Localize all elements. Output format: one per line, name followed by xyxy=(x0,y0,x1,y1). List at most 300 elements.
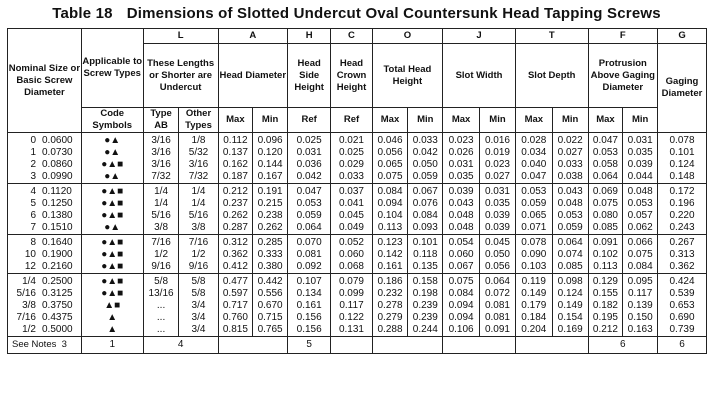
value-jmin: 0.081 xyxy=(484,300,510,311)
basic-diameter: 0.2500 xyxy=(42,276,73,287)
size-number: 7 xyxy=(30,222,36,233)
value-amax: 0.162 xyxy=(222,159,248,170)
value-fmin: 0.084 xyxy=(627,261,653,272)
value-ot: 5/8 xyxy=(191,276,206,287)
table-row-group xyxy=(8,235,707,274)
O-desc-header: Total Head Height xyxy=(372,44,443,108)
value-jmax: 0.026 xyxy=(448,147,474,158)
value-amin: 0.285 xyxy=(257,237,283,248)
value-amin: 0.167 xyxy=(257,171,283,182)
value-tmax: 0.078 xyxy=(521,237,547,248)
value-fmin: 0.075 xyxy=(627,249,653,260)
table-row-group xyxy=(8,274,707,337)
dimensions-table xyxy=(7,28,707,354)
value-fmax: 0.064 xyxy=(592,171,618,182)
A-max-header: Max xyxy=(218,108,253,133)
value-omin: 0.135 xyxy=(412,261,438,272)
value-ot: 3/4 xyxy=(191,300,206,311)
col-tmin-cell xyxy=(552,274,588,337)
note-C xyxy=(331,337,372,354)
value-h: 0.025 xyxy=(296,135,322,146)
value-fmax: 0.069 xyxy=(592,186,618,197)
size-number: 10 xyxy=(24,249,36,260)
value-omin: 0.042 xyxy=(412,147,438,158)
nominal-size-line xyxy=(14,276,81,288)
value-ab: 5/16 xyxy=(151,210,171,221)
value-tmax: 0.059 xyxy=(521,198,547,209)
T-min-header: Min xyxy=(552,108,588,133)
value-omin: 0.198 xyxy=(412,288,438,299)
basic-diameter: 0.0730 xyxy=(42,147,73,158)
C-ref-header: Ref xyxy=(331,108,372,133)
value-fmax: 0.047 xyxy=(592,135,618,146)
value-jmax: 0.060 xyxy=(448,249,474,260)
code-symbols-header: Code Symbols xyxy=(81,108,143,133)
value-tmin: 0.059 xyxy=(557,222,583,233)
value-g: 0.220 xyxy=(669,210,695,221)
code-symbol: ●▲ xyxy=(104,135,121,146)
col-jmin-cell xyxy=(480,184,516,235)
A-min-header: Min xyxy=(253,108,288,133)
value-omax: 0.075 xyxy=(377,171,403,182)
value-fmin: 0.044 xyxy=(627,171,653,182)
value-h: 0.092 xyxy=(296,261,322,272)
col-fmax-cell xyxy=(588,133,623,184)
col-ot-cell xyxy=(179,184,218,235)
size-number: 3 xyxy=(30,171,36,182)
value-fmin: 0.031 xyxy=(627,135,653,146)
value-h: 0.070 xyxy=(296,237,322,248)
basic-diameter: 0.4375 xyxy=(42,312,73,323)
value-amax: 0.597 xyxy=(222,288,248,299)
col-jmax-cell xyxy=(443,133,480,184)
col-h-cell xyxy=(287,274,330,337)
value-tmin: 0.154 xyxy=(557,312,583,323)
col-amin-cell xyxy=(253,235,288,274)
value-omax: 0.056 xyxy=(377,147,403,158)
nominal-size-line xyxy=(14,324,81,336)
nominal-size-line xyxy=(14,171,81,183)
value-amin: 0.120 xyxy=(257,147,283,158)
basic-diameter: 0.1380 xyxy=(42,210,73,221)
size-number: 5 xyxy=(30,198,36,209)
value-fmin: 0.053 xyxy=(627,198,653,209)
value-ab: 13/16 xyxy=(148,288,174,299)
value-jmax: 0.094 xyxy=(448,300,474,311)
value-ot: 3/8 xyxy=(191,222,206,233)
code-symbol: ●▲■ xyxy=(101,261,124,272)
value-omax: 0.186 xyxy=(377,276,403,287)
value-fmin: 0.139 xyxy=(627,300,653,311)
value-c: 0.117 xyxy=(339,300,364,311)
value-h: 0.134 xyxy=(296,288,322,299)
code-symbol: ▲ xyxy=(107,312,118,323)
value-ab: 9/16 xyxy=(151,261,171,272)
value-amax: 0.137 xyxy=(222,147,248,158)
col-tmax-cell xyxy=(515,133,552,184)
value-omax: 0.094 xyxy=(377,198,403,209)
letter-L: L xyxy=(143,29,218,44)
code-symbols-cell xyxy=(81,235,143,274)
nominal-size-line xyxy=(14,300,81,312)
value-omax: 0.278 xyxy=(377,300,403,311)
col-amax-cell xyxy=(218,184,253,235)
value-jmax: 0.048 xyxy=(448,210,474,221)
value-ab: ... xyxy=(156,312,166,323)
code-symbol: ●▲■ xyxy=(101,237,124,248)
value-tmax: 0.053 xyxy=(521,186,547,197)
value-omin: 0.244 xyxy=(412,324,438,335)
value-omin: 0.050 xyxy=(412,159,438,170)
value-jmin: 0.050 xyxy=(484,249,510,260)
value-omax: 0.279 xyxy=(377,312,403,323)
note-applicable: 1 xyxy=(81,337,143,354)
value-jmax: 0.067 xyxy=(448,261,474,272)
value-h: 0.036 xyxy=(296,159,322,170)
value-omax: 0.084 xyxy=(377,186,403,197)
value-c: 0.029 xyxy=(338,159,364,170)
size-number: 8 xyxy=(30,237,36,248)
letter-O: O xyxy=(372,29,443,44)
col-amax-cell xyxy=(218,235,253,274)
nominal-size-cell xyxy=(8,274,82,337)
value-fmax: 0.102 xyxy=(592,249,618,260)
value-fmax: 0.212 xyxy=(592,324,618,335)
value-fmin: 0.039 xyxy=(627,159,653,170)
applicable-header: Applicable to Screw Types xyxy=(81,29,143,108)
value-tmin: 0.022 xyxy=(557,135,583,146)
value-ot: 1/4 xyxy=(191,186,206,197)
value-tmin: 0.033 xyxy=(557,159,583,170)
value-c: 0.021 xyxy=(338,135,364,146)
nominal-size-line xyxy=(14,147,81,159)
value-jmin: 0.056 xyxy=(484,261,510,272)
value-c: 0.041 xyxy=(338,198,364,209)
nominal-size-line xyxy=(14,261,81,273)
nominal-size-cell xyxy=(8,235,82,274)
nominal-size-line xyxy=(14,186,81,198)
nominal-size-line xyxy=(14,222,81,234)
value-c: 0.037 xyxy=(338,186,364,197)
value-fmax: 0.091 xyxy=(592,237,618,248)
letter-G: G xyxy=(658,29,707,44)
value-g: 0.148 xyxy=(669,171,695,182)
col-fmin-cell xyxy=(623,235,658,274)
col-jmax-cell xyxy=(443,184,480,235)
value-tmin: 0.074 xyxy=(557,249,583,260)
value-c: 0.025 xyxy=(338,147,364,158)
col-omax-cell xyxy=(372,133,408,184)
col-tmin-cell xyxy=(552,133,588,184)
col-fmin-cell xyxy=(623,184,658,235)
value-amax: 0.477 xyxy=(222,276,248,287)
value-ab: 3/16 xyxy=(151,159,171,170)
value-fmin: 0.150 xyxy=(627,312,653,323)
col-jmax-cell xyxy=(443,235,480,274)
see-notes-label: See Notes xyxy=(12,339,57,350)
value-amax: 0.312 xyxy=(222,237,248,248)
value-amax: 0.760 xyxy=(222,312,248,323)
value-ab: 1/2 xyxy=(154,249,169,260)
H-desc-header: Head Side Height xyxy=(287,44,330,108)
value-omin: 0.239 xyxy=(412,300,438,311)
value-omin: 0.101 xyxy=(412,237,438,248)
table-title-text: Dimensions of Slotted Undercut Oval Countersunk Head Tapping Screws xyxy=(126,5,661,22)
letter-J: J xyxy=(443,29,516,44)
value-jmax: 0.094 xyxy=(448,312,474,323)
note-O xyxy=(372,337,443,354)
value-amax: 0.412 xyxy=(222,261,248,272)
col-ab-cell xyxy=(143,274,179,337)
code-symbols-cell xyxy=(81,274,143,337)
value-amin: 0.715 xyxy=(257,312,283,323)
size-number: 1/2 xyxy=(22,324,36,335)
value-g: 0.172 xyxy=(669,186,695,197)
value-jmin: 0.031 xyxy=(484,186,510,197)
col-tmax-cell xyxy=(515,274,552,337)
value-ot: 9/16 xyxy=(188,261,209,272)
col-omax-cell xyxy=(372,235,408,274)
col-h-cell xyxy=(287,133,330,184)
nominal-size-line xyxy=(14,249,81,261)
value-ot: 7/16 xyxy=(188,237,209,248)
value-jmin: 0.039 xyxy=(484,210,510,221)
value-jmin: 0.081 xyxy=(484,312,510,323)
value-tmax: 0.090 xyxy=(521,249,547,260)
value-c: 0.049 xyxy=(338,222,364,233)
value-fmin: 0.117 xyxy=(628,288,653,299)
F-max-header: Max xyxy=(588,108,623,133)
col-jmin-cell xyxy=(480,133,516,184)
value-g: 0.196 xyxy=(669,198,695,209)
nominal-size-line xyxy=(14,198,81,210)
value-fmax: 0.080 xyxy=(592,210,618,221)
value-omax: 0.065 xyxy=(377,159,403,170)
value-ot: 5/16 xyxy=(188,210,209,221)
value-h: 0.059 xyxy=(296,210,322,221)
value-jmin: 0.023 xyxy=(484,159,510,170)
value-amin: 0.765 xyxy=(257,324,283,335)
value-h: 0.042 xyxy=(296,171,322,182)
other-types-header: Other Types xyxy=(179,108,218,133)
note-F: 6 xyxy=(588,337,657,354)
col-omax-cell xyxy=(372,184,408,235)
value-ab: 7/32 xyxy=(151,171,171,182)
value-amin: 0.262 xyxy=(257,222,283,233)
nominal-size-cell xyxy=(8,133,82,184)
table-row-group xyxy=(8,184,707,235)
A-desc-header: Head Diameter xyxy=(218,44,287,108)
col-ab-cell xyxy=(143,133,179,184)
basic-diameter: 0.1250 xyxy=(42,198,73,209)
value-ot: 5/8 xyxy=(191,288,206,299)
value-c: 0.079 xyxy=(338,276,364,287)
col-g-cell xyxy=(658,235,707,274)
size-number: 12 xyxy=(24,261,36,272)
value-jmin: 0.027 xyxy=(484,171,510,182)
T-desc-header: Slot Depth xyxy=(515,44,588,108)
value-tmin: 0.098 xyxy=(557,276,583,287)
letter-H: H xyxy=(287,29,330,44)
J-desc-header: Slot Width xyxy=(443,44,516,108)
col-tmax-cell xyxy=(515,184,552,235)
value-ab: 3/16 xyxy=(151,147,171,158)
value-omax: 0.161 xyxy=(377,261,403,272)
col-c-cell xyxy=(331,133,372,184)
value-g: 0.653 xyxy=(669,300,695,311)
size-number: 1 xyxy=(30,147,36,158)
value-g: 0.101 xyxy=(669,147,695,158)
value-h: 0.047 xyxy=(296,186,322,197)
L-desc-header: These Lengths or Shorter are Undercut xyxy=(143,44,218,108)
value-omax: 0.232 xyxy=(377,288,403,299)
value-h: 0.081 xyxy=(296,249,322,260)
note-nominal: 3 xyxy=(61,339,67,350)
value-amin: 0.096 xyxy=(257,135,283,146)
col-g-cell xyxy=(658,274,707,337)
basic-diameter: 0.1900 xyxy=(42,249,73,260)
value-omin: 0.059 xyxy=(412,171,438,182)
value-amax: 0.212 xyxy=(222,186,248,197)
value-omin: 0.158 xyxy=(412,276,438,287)
value-h: 0.156 xyxy=(296,312,322,323)
value-amin: 0.556 xyxy=(257,288,283,299)
col-amin-cell xyxy=(253,184,288,235)
value-amax: 0.262 xyxy=(222,210,248,221)
code-symbol: ▲■ xyxy=(104,300,121,311)
value-tmin: 0.064 xyxy=(557,237,583,248)
code-symbol: ●▲■ xyxy=(101,186,124,197)
value-fmin: 0.066 xyxy=(627,237,653,248)
footer-row xyxy=(8,337,707,354)
basic-diameter: 0.1640 xyxy=(42,237,73,248)
table-number: Table 18 xyxy=(52,5,113,22)
value-omin: 0.118 xyxy=(413,249,438,260)
value-omax: 0.142 xyxy=(377,249,403,260)
J-max-header: Max xyxy=(443,108,480,133)
code-symbols-cell xyxy=(81,133,143,184)
col-amax-cell xyxy=(218,133,253,184)
nominal-size-line xyxy=(14,237,81,249)
value-g: 0.267 xyxy=(669,237,695,248)
col-ot-cell xyxy=(179,274,218,337)
value-tmax: 0.184 xyxy=(521,312,547,323)
size-number: 6 xyxy=(30,210,36,221)
value-c: 0.122 xyxy=(338,312,364,323)
value-fmin: 0.095 xyxy=(627,276,653,287)
col-c-cell xyxy=(331,274,372,337)
col-jmin-cell xyxy=(480,274,516,337)
col-fmin-cell xyxy=(623,133,658,184)
C-desc-header: Head Crown Height xyxy=(331,44,372,108)
value-tmin: 0.043 xyxy=(557,186,583,197)
col-amax-cell xyxy=(218,274,253,337)
value-c: 0.060 xyxy=(338,249,364,260)
F-min-header: Min xyxy=(623,108,658,133)
value-tmax: 0.149 xyxy=(521,288,547,299)
value-ab: 1/4 xyxy=(154,198,169,209)
note-J xyxy=(443,337,516,354)
value-ot: 1/2 xyxy=(191,249,206,260)
col-c-cell xyxy=(331,184,372,235)
value-omin: 0.239 xyxy=(412,312,438,323)
code-symbols-cell xyxy=(81,184,143,235)
value-ab: 3/16 xyxy=(151,135,171,146)
basic-diameter: 0.1510 xyxy=(42,222,73,233)
value-omin: 0.033 xyxy=(412,135,438,146)
col-amin-cell xyxy=(253,274,288,337)
code-symbol: ●▲ xyxy=(104,222,121,233)
value-h: 0.064 xyxy=(296,222,322,233)
value-tmin: 0.149 xyxy=(557,300,583,311)
value-tmin: 0.027 xyxy=(557,147,583,158)
value-g: 0.243 xyxy=(669,222,695,233)
value-tmax: 0.119 xyxy=(521,276,546,287)
value-h: 0.053 xyxy=(296,198,322,209)
value-jmax: 0.043 xyxy=(448,198,474,209)
value-tmax: 0.065 xyxy=(521,210,547,221)
value-amin: 0.144 xyxy=(257,159,283,170)
basic-diameter: 0.0860 xyxy=(42,159,73,170)
code-symbol: ▲ xyxy=(107,324,118,335)
col-jmax-cell xyxy=(443,274,480,337)
code-symbol: ●▲■ xyxy=(101,249,124,260)
value-ab: ... xyxy=(156,300,166,311)
value-tmax: 0.034 xyxy=(521,147,547,158)
basic-diameter: 0.5000 xyxy=(42,324,73,335)
value-omin: 0.076 xyxy=(412,198,438,209)
size-number: 5/16 xyxy=(16,288,36,299)
size-number: 0 xyxy=(30,135,36,146)
note-H: 5 xyxy=(287,337,330,354)
value-jmin: 0.039 xyxy=(484,222,510,233)
col-omin-cell xyxy=(408,133,443,184)
col-g-cell xyxy=(658,184,707,235)
basic-diameter: 0.2160 xyxy=(42,261,73,272)
note-T xyxy=(515,337,588,354)
col-tmin-cell xyxy=(552,184,588,235)
code-symbol: ●▲ xyxy=(104,147,121,158)
nominal-size-line xyxy=(14,159,81,171)
value-omin: 0.067 xyxy=(412,186,438,197)
code-symbol: ●▲■ xyxy=(101,159,124,170)
value-ab: 1/4 xyxy=(154,186,169,197)
value-c: 0.033 xyxy=(338,171,364,182)
value-fmax: 0.053 xyxy=(592,147,618,158)
value-fmax: 0.155 xyxy=(592,288,618,299)
value-ab: ... xyxy=(156,324,166,335)
value-tmax: 0.028 xyxy=(521,135,547,146)
value-ot: 5/32 xyxy=(188,147,209,158)
nominal-size-cell xyxy=(8,184,82,235)
letter-C: C xyxy=(331,29,372,44)
value-jmax: 0.075 xyxy=(448,276,474,287)
value-g: 0.313 xyxy=(669,249,695,260)
col-ab-cell xyxy=(143,235,179,274)
value-omin: 0.093 xyxy=(412,222,438,233)
note-G: 6 xyxy=(658,337,707,354)
value-omax: 0.288 xyxy=(377,324,403,335)
col-amin-cell xyxy=(253,133,288,184)
value-ot: 7/32 xyxy=(188,171,209,182)
col-ab-cell xyxy=(143,184,179,235)
value-fmax: 0.182 xyxy=(592,300,618,311)
value-ot: 1/4 xyxy=(191,198,206,209)
letter-A: A xyxy=(218,29,287,44)
value-amin: 0.215 xyxy=(257,198,283,209)
size-number: 7/16 xyxy=(16,312,36,323)
value-tmax: 0.047 xyxy=(521,171,547,182)
